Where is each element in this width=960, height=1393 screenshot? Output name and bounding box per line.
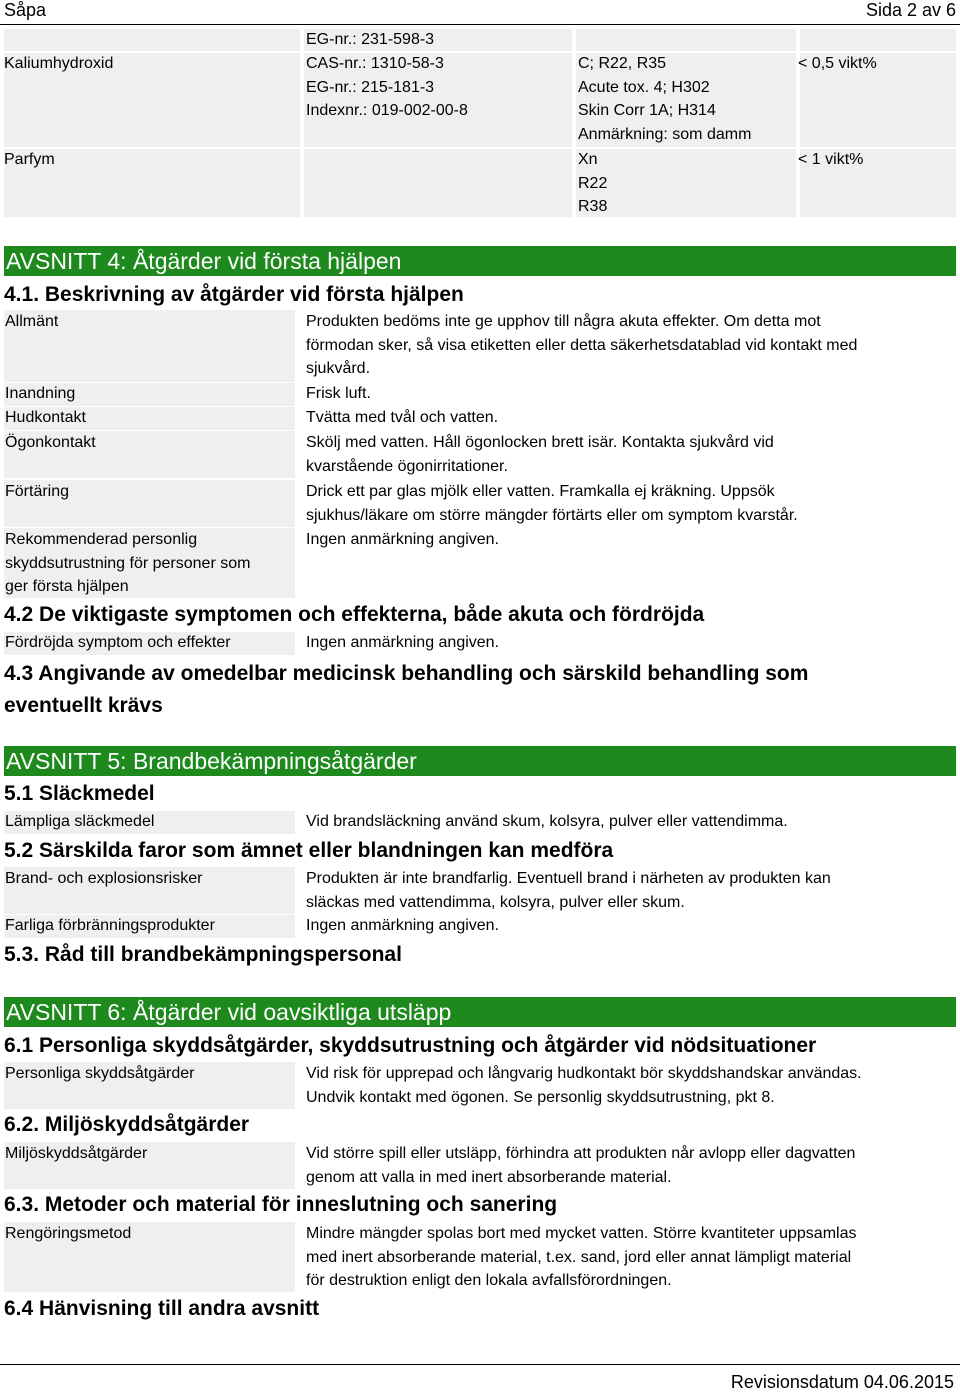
ingredient-concentration: < 1 vikt%	[798, 151, 864, 168]
ingredient-classification: C; R22, R35	[578, 55, 667, 72]
ingredient-name: Kaliumhydroxid	[4, 55, 114, 72]
ingredient-id: EG-nr.: 215-181-3	[306, 78, 435, 96]
field-value-eyes: Skölj med vatten. Håll ögonlocken brett isär. Kontakta sjukvård vid kvarstående ögonirritationer.	[306, 434, 774, 475]
table-cell	[800, 29, 956, 51]
subsection-5-2-heading: 5.2 Särskilda faror som ämnet eller blandningen kan medföra	[4, 839, 614, 862]
table-cell	[576, 149, 796, 217]
footer-divider	[0, 1364, 960, 1365]
ingredient-classification: Anmärkning: som damm	[578, 125, 752, 143]
field-value-fire-risks: Produkten är inte brandfarlig. Eventuell brand i närheten av produkten kan släckas med vattendimma, kolsyra, pulver eller skum.	[306, 870, 831, 911]
table-cell	[304, 149, 572, 217]
ingredient-concentration: < 0,5 vikt%	[798, 55, 877, 72]
field-value-inhalation: Frisk luft.	[306, 385, 371, 402]
ingredient-id: EG-nr.: 231-598-3	[306, 31, 435, 48]
field-value-personal-precautions: Vid risk för upprepad och långvarig hudkontakt bör skyddshandskar användas. Undvik kontakt med ögonen. Se personlig skyddsutrustning, pkt 8.	[306, 1065, 862, 1106]
field-value-delayed-symptoms: Ingen anmärkning angiven.	[306, 634, 500, 651]
subsection-4-2-heading: 4.2 De viktigaste symptomen och effekterna, både akuta och fördröjda	[4, 603, 705, 626]
section-6-heading: AVSNITT 6: Åtgärder vid oavsiktliga utsläpp	[4, 997, 956, 1027]
subsection-4-3-heading: 4.3 Angivande av omedelbar medicinsk behandling och särskild behandling som eventuellt krävs	[4, 662, 809, 717]
page-number: Sida 2 av 6	[865, 0, 956, 20]
revision-date: Revisionsdatum 04.06.2015	[730, 1372, 954, 1392]
ingredient-id: CAS-nr.: 1310-58-3	[306, 55, 444, 72]
field-label-ingestion: Förtäring	[5, 483, 70, 500]
field-label-personal-precautions: Personliga skyddsåtgärder	[5, 1065, 195, 1082]
field-label-cleaning-method: Rengöringsmetod	[5, 1225, 132, 1242]
section-5-heading: AVSNITT 5: Brandbekämpningsåtgärder	[4, 746, 956, 776]
table-cell	[576, 29, 796, 51]
ingredient-classification: R38	[578, 198, 608, 215]
ingredient-classification: Xn	[578, 151, 598, 168]
field-value-extinguishing-media: Vid brandsläckning använd skum, kolsyra, pulver eller vattendimma.	[306, 813, 788, 830]
ingredient-name: Parfym	[4, 151, 55, 168]
field-value-skin: Tvätta med tvål och vatten.	[306, 409, 499, 426]
subsection-5-3-heading: 5.3. Råd till brandbekämpningspersonal	[4, 943, 402, 966]
ingredient-classification: R22	[578, 174, 608, 192]
field-label-delayed-symptoms: Fördröjda symptom och effekter	[5, 634, 231, 651]
field-value-environmental: Vid större spill eller utsläpp, förhindra att produkten når avlopp eller dagvatten genom att valla in med inert absorberande material.	[306, 1145, 856, 1186]
field-label-fire-risks: Brand- och explosionsrisker	[5, 870, 203, 887]
field-label-skin: Hudkontakt	[5, 409, 86, 426]
subsection-6-3-heading: 6.3. Metoder och material för inneslutning och sanering	[4, 1193, 558, 1216]
subsection-6-1-heading: 6.1 Personliga skyddsåtgärder, skyddsutrustning och åtgärder vid nödsituationer	[4, 1034, 817, 1057]
field-value-ingestion: Drick ett par glas mjölk eller vatten. Framkalla ej kräkning. Uppsök sjukhus/läkare om större mängder förtärts eller om symptom kvarstår.	[306, 483, 798, 524]
header-divider	[0, 24, 960, 25]
document-title: Såpa	[4, 0, 47, 20]
field-value-general: Produkten bedöms inte ge upphov till några akuta effekter. Om detta mot förmodan sker, så visa etiketten eller detta säkerhetsdatablad vid kontakt med sjukvård.	[306, 313, 858, 377]
field-label-inhalation: Inandning	[5, 385, 76, 402]
ingredient-id: Indexnr.: 019-002-00-8	[306, 102, 468, 119]
field-label-extinguishing-media: Lämpliga släckmedel	[5, 813, 155, 830]
ingredient-classification: Acute tox. 4; H302	[578, 78, 710, 96]
field-label-combustion-products: Farliga förbränningsprodukter	[5, 917, 215, 934]
field-value-cleaning-method: Mindre mängder spolas bort med mycket vatten. Större kvantiteter uppsamlas med inert absorberande material, t.ex. sand, jord eller annat lämpligt material för destruktion enligt den lokala avfallsförordningen.	[306, 1225, 857, 1289]
field-value-first-aid-ppe: Ingen anmärkning angiven.	[306, 531, 500, 548]
field-label-general: Allmänt	[5, 313, 59, 330]
table-cell	[4, 29, 300, 51]
subsection-6-2-heading: 6.2. Miljöskyddsåtgärder	[4, 1113, 250, 1136]
subsection-6-4-heading: 6.4 Hänvisning till andra avsnitt	[4, 1297, 320, 1320]
subsection-5-1-heading: 5.1 Släckmedel	[4, 782, 155, 805]
field-value-combustion-products: Ingen anmärkning angiven.	[306, 917, 500, 934]
section-4-heading: AVSNITT 4: Åtgärder vid första hjälpen	[4, 246, 956, 276]
field-label-first-aid-ppe: Rekommenderad personlig skyddsutrustning för personer som ger första hjälpen	[5, 531, 251, 595]
subsection-4-1-heading: 4.1. Beskrivning av åtgärder vid första hjälpen	[4, 283, 464, 306]
field-label-eyes: Ögonkontakt	[5, 434, 96, 451]
field-label-environmental: Miljöskyddsåtgärder	[5, 1145, 148, 1162]
ingredient-classification: Skin Corr 1A; H314	[578, 102, 716, 119]
